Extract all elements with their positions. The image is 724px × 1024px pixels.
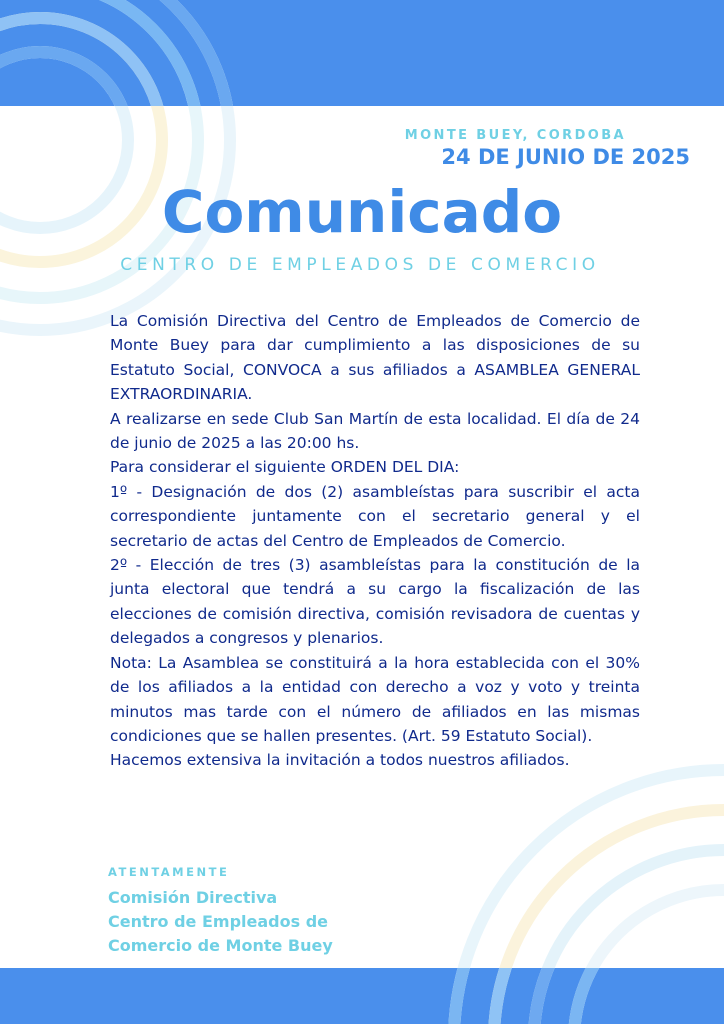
signature-block xyxy=(108,886,333,958)
agenda-item-2: 2º - Elección de tres (3) asambleístas para la constitución de la junta electoral que tendrá a su cargo la fiscalización de las elecciones de comisión directiva, comisión revisadora de cuentas y delegados a congresos y plenarios. xyxy=(110,556,640,648)
organization-subtitle: CENTRO DE EMPLEADOS DE COMERCIO xyxy=(120,255,600,275)
signature-line: Centro de Empleados de xyxy=(108,912,328,931)
date: 24 DE JUNIO DE 2025 xyxy=(441,145,690,169)
signature-line: Comisión Directiva xyxy=(108,888,278,907)
signature-label: ATENTAMENTE xyxy=(108,865,230,879)
agenda-item-1: 1º - Designación de dos (2) asambleístas para suscribir el acta correspondiente juntamente con el secretario general y el secretario de actas del Centro de Empleados de Comercio. xyxy=(110,482,640,550)
announcement-body xyxy=(110,309,640,773)
body-note: Nota: La Asamblea se constituirá a la hora establecida con el 30% de los afiliados a la entidad con derecho a voz y voto y treinta minutos mas tarde con el número de afiliados en las mismas condiciones que se hallen presentes. (Art. 59 Estatuto Social). xyxy=(110,653,640,745)
page-title: Comunicado xyxy=(161,178,563,246)
body-paragraph: Para considerar el siguiente ORDEN DEL DIA: xyxy=(110,458,460,477)
body-paragraph: La Comisión Directiva del Centro de Empleados de Comercio de Monte Buey para dar cumplimiento a las disposiciones de su Estatuto Social, CONVOCA a sus afiliados a ASAMBLEA GENERAL EXTRAORDINARIA. xyxy=(110,312,640,404)
body-paragraph: Hacemos extensiva la invitación a todos nuestros afiliados. xyxy=(110,751,570,770)
location: MONTE BUEY, CORDOBA xyxy=(404,128,626,143)
body-paragraph: A realizarse en sede Club San Martín de esta localidad. El día de 24 de junio de 2025 a las 20:00 hs. xyxy=(110,409,640,453)
signature-line: Comercio de Monte Buey xyxy=(108,936,333,955)
